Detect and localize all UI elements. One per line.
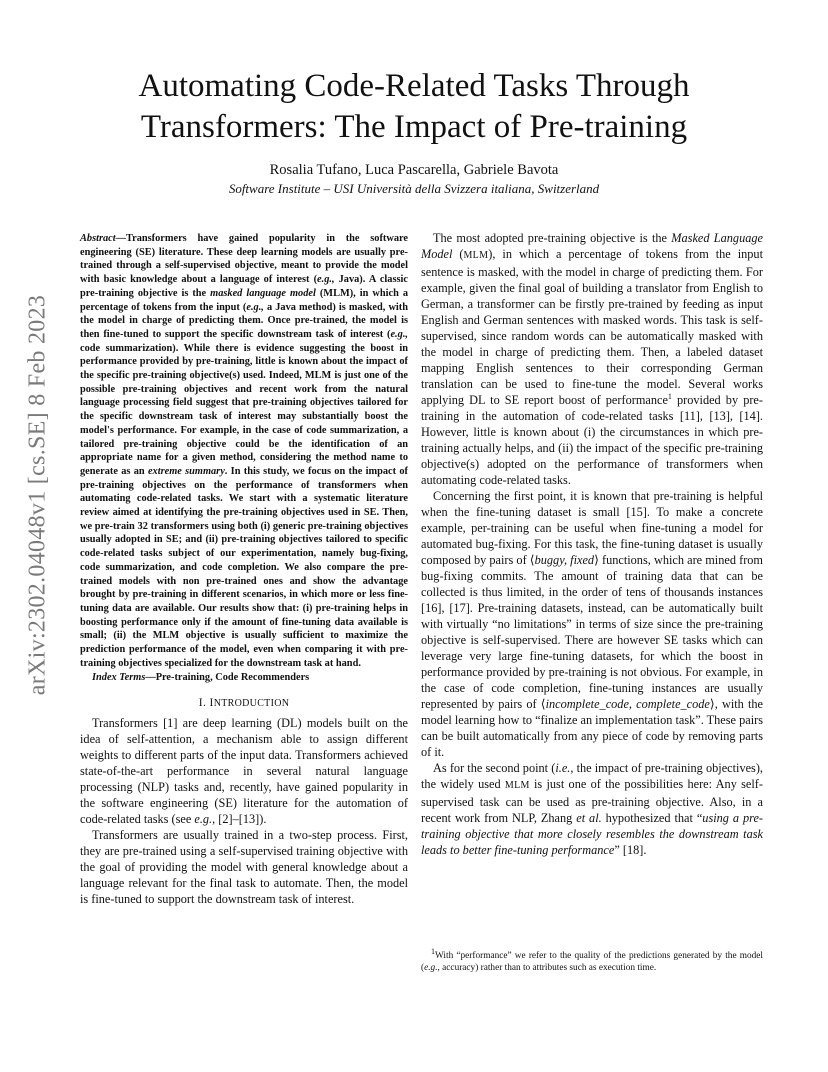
intro-paragraph-1: Transformers [1] are deep learning (DL) models built on the idea of self-attention, a mechanism able to assign different weights to different parts of the input data. Transformers achieved state-of-the-art performance in several natural language processing (NLP) tasks and, recently, have gained popularity in the software engineering (SE) literature for the automation of code-related tasks (see e.g., [2]–[13]). <box>80 716 408 827</box>
right-paragraph-1: The most adopted pre-training objective is the Masked Language Model (MLM), in which a percentage of tokens from the input sentence is masked, with the model in charge of predicting them. For example, given the final goal of building a translator from English to German, a transformer can be firstly pre-trained by feeding as input English and German sentences with masked words. This task is self-supervised, since random words can be automatically masked with the model in charge of predicting them. Then, a labeled dataset mapping English sentences to their corresponding German translation can be used to fine-tune the model. Several works applying DL to SE report boost of performance$^1$ provided by pre-training in the automation of code-related tasks [11], [13], [14]. However, little is known about (i) the circumstances in which pre-training actually helps, and (ii) the impact of the specific pre-training objective(s) adopted on the performance of transformers when automating code-related tasks. <box>421 231 763 487</box>
left-column <box>80 232 408 907</box>
footnote: $^1$With “performance” we refer to the quality of the predictions generated by the model (e.g., accuracy) rather than to attributes such as execution time. <box>421 946 763 973</box>
index-terms: Index Terms—Pre-training, Code Recommenders <box>92 671 310 683</box>
right-paragraph-3: As for the second point (i.e., the impact of pre-training objectives), the widely used MLM is just one of the possibilities here: Any self-supervised task can be used as pre-training objective. Also, in a recent work from NLP, Zhang et al. hypothesized that “using a pre-training objective that more closely resembles the downstream task leads to better fine-tuning performance” [18]. <box>421 761 764 857</box>
abstract: Abstract—Transformers have gained popularity in the software engineering (SE) literature. These deep learning models are usually pre-trained through a self-supervised objective, meant to provide the model with basic knowledge about a language of interest (e.g., Java). A classic pre-training objective is the masked language model (MLM), in which a percentage of tokens from the input (e.g., a Java method) is masked, with the model in charge of predicting them. Once pre-trained, the model is then fine-tuned to support the specific downstream task of interest (e.g., code summarization). While there is evidence suggesting the boost in performance provided by pre-training, little is known about the impact of the specific pre-training objective(s) used. Indeed, MLM is just one of the possible pre-training objectives and recent work from the natural language processing field suggest that pre-training objectives tailored for the specific downstream task of interest may substantially boost the model's performance. For example, in the case of code summarization, a tailored pre-training objective could be the identification of an appropriate name for a given method, considering the method name to generate as an extreme summary. In this study, we focus on the impact of pre-training objectives on the performance of transformers when automating code-related tasks. We start with a systematic literature review aimed at identifying the pre-training objectives used in SE. Then, we pre-train 32 transformers using both (i) generic pre-training objectives usually adopted in SE; and (ii) pre-training objectives tailored to specific code-related tasks subject of our experimentation, namely bug-fixing, code summarization, and code completion. We also compare the pre-trained models with non pre-trained ones and show the advantage brought by pre-training in different scenarios, in which more or less fine-tuning data are available. Our results show that: (i) pre-training helps in boosting performance only if the amount of fine-tuning data available is small; (ii) the MLM objective is usually sufficient to maximize the prediction performance of the model, even when comparing it with pre-training objectives specialized for the downstream task at hand. <box>80 233 408 669</box>
abstract-label: Abstract <box>80 233 116 244</box>
intro-paragraph-2: Transformers are usually trained in a two-step process. First, they are pre-trained using a self-supervised training objective with the goal of providing the model with general knowledge about a language relevant for the final task to automate. Then, the model is fine-tuned to support the downstream task of interest. <box>80 828 408 907</box>
right-column <box>421 230 763 858</box>
arxiv-identifier: arXiv:2302.04048v1 [cs.SE] 8 Feb 2023 <box>24 294 51 696</box>
affiliation: Software Institute – USI Università della Svizzera italiana, Switzerland <box>228 181 600 196</box>
index-terms-label: Index Terms <box>92 671 146 683</box>
footnote-ref: 1 <box>667 391 672 401</box>
arxiv-sidebar-stamp <box>24 294 52 696</box>
title-line-2: Transformers: The Impact of Pre-training <box>140 109 688 145</box>
footnote-mark: 1 <box>431 946 435 956</box>
author-list: Rosalia Tufano, Luca Pascarella, Gabriele Bavota <box>269 162 559 178</box>
title-line-1: Automating Code-Related Tasks Through <box>138 68 690 104</box>
paper-title <box>60 66 768 148</box>
right-paragraph-2: Concerning the first point, it is known that pre-training is helpful when the fine-tuning dataset is small [15]. To make a concrete example, per-training can be useful when fine-tuning a model for automated bug-fixing. For this task, the fine-tuning dataset is usually composed by pairs of ⟨buggy, fixed⟩ functions, which are mined from bug-fixing commits. The amount of training data that can be collected is thus limited, in the order of tens of thousands instances [16], [17]. Pre-training datasets, instead, can be automatically built with virtually “no limitations” in terms of size since the pre-training objective is self-supervised. There are however SE tasks which can leverage very large fine-tuning datasets, for which the boost in performance provided by pre-training is not obvious. For example, in the case of code completion, fine-tuning instances are usually represented by pairs of ⟨incomplete_code, complete_code⟩, with the model learning how to “finalize an implementation task”. These pairs can be built automatically from any piece of code by removing parts of it. <box>421 489 763 759</box>
section-heading-introduction: I. INTRODUCTION <box>198 697 290 710</box>
